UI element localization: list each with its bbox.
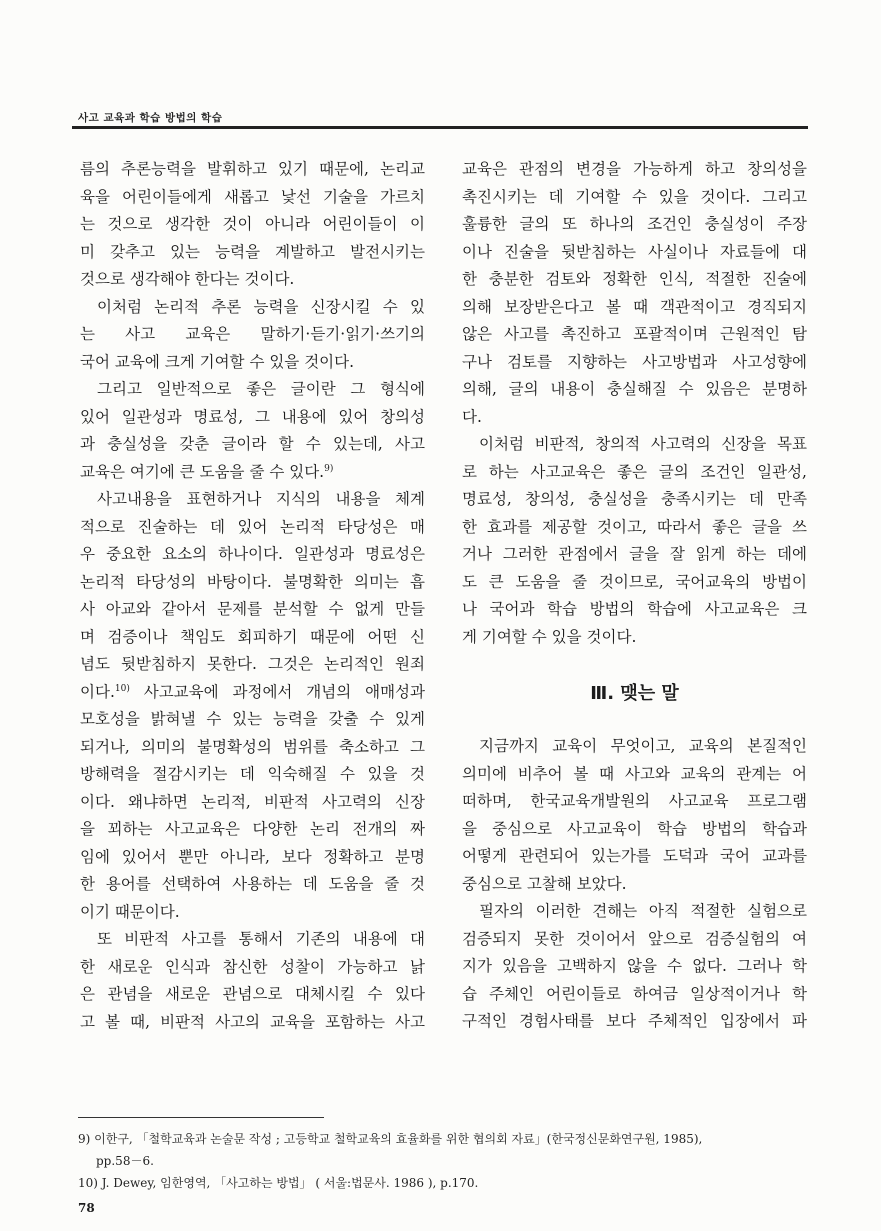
- line-text: 지가 있음을 고백하지 않을 수 없다. 그러나 학: [462, 957, 807, 975]
- line-text: 의해 보장받은다고 볼 때 객관적이고 경직되지: [462, 297, 807, 316]
- line-text: 적으로 진술하는 데 있어 논리적 타당성은 매: [80, 517, 425, 536]
- footnote-marker: 9): [324, 463, 334, 474]
- line-text: 름의 추론능력을 발휘하고 있기 때문에, 논리교: [80, 160, 425, 178]
- header-rule: [72, 126, 808, 129]
- text-line: [462, 541, 807, 569]
- text-line: [80, 156, 425, 184]
- line-text: 이나 진술을 뒷받침하는 사실이나 자료들에 대: [462, 242, 807, 261]
- text-line: [462, 294, 807, 322]
- text-line: [462, 733, 807, 761]
- line-text: 것으로 생각해야 한다는 것이다.: [80, 270, 295, 288]
- text-line: [80, 404, 425, 432]
- line-text: 훌륭한 글의 또 하나의 조건인 충실성이 주장: [462, 215, 807, 233]
- line-text: 교육은 여기에 큰 도움을 줄 수 있다.: [80, 462, 325, 481]
- text-line: [462, 1008, 807, 1036]
- page-number: 78: [78, 1201, 95, 1215]
- text-line: [80, 239, 425, 267]
- text-line: [462, 459, 807, 487]
- right-column-top-paragraphs: [462, 156, 807, 651]
- text-line: [80, 954, 425, 982]
- text-line: [80, 624, 425, 652]
- line-text: 을 꾀하는 사고교육은 다양한 논리 전개의 짜: [80, 820, 425, 838]
- text-line: [80, 899, 425, 927]
- line-text: 다.: [462, 407, 482, 426]
- line-text: 구적인 경험사태를 보다 주체적인 입장에서 파: [462, 1012, 807, 1030]
- text-line: [80, 596, 425, 624]
- left-column: [80, 156, 425, 1036]
- text-line: [80, 926, 425, 954]
- text-line: [80, 266, 425, 294]
- text-line: [462, 404, 807, 432]
- line-text: 떠하며, 한국교육개발원의 사고교육 프로그램: [462, 792, 807, 810]
- text-line: [80, 844, 425, 872]
- line-text: 모호성을 밝혀낼 수 있는 능력을 갖출 수 있게: [80, 710, 425, 728]
- text-line: [80, 981, 425, 1009]
- text-line: [462, 184, 807, 212]
- text-line: [80, 541, 425, 569]
- text-line: [462, 624, 807, 652]
- line-text: 이처럼 논리적 추론 능력을 신장시킬 수 있: [97, 297, 425, 316]
- text-line: [462, 239, 807, 267]
- text-line: [80, 1009, 425, 1037]
- line-text: 또 비판적 사고를 통해서 기존의 내용에 대: [97, 930, 425, 948]
- text-line: [80, 459, 425, 487]
- line-text: 방해력을 절감시키는 데 익숙해질 수 있을 것: [80, 765, 425, 783]
- right-column-bottom-paragraphs: [462, 733, 807, 1036]
- text-line: [80, 569, 425, 597]
- line-text: 고 볼 때, 비판적 사고의 교육을 포함하는 사고: [80, 1012, 425, 1031]
- line-text: 그리고 일반적으로 좋은 글이란 그 형식에: [97, 380, 425, 398]
- line-text: 한 충분한 검토와 정확한 인식, 적절한 진술에: [462, 270, 807, 288]
- line-text: 한 새로운 인식과 참신한 성찰이 가능하고 낡: [80, 957, 425, 976]
- line-text: 이기 때문이다.: [80, 902, 180, 921]
- line-text: 필자의 이러한 견해는 아직 적절한 실험으로: [479, 902, 807, 920]
- text-line: [80, 789, 425, 817]
- line-text: 한 효과를 제공할 것이고, 따라서 좋은 글을 쓰: [462, 517, 807, 536]
- line-text-after-marker: 사고교육에 과정에서 개념의 애매성과: [129, 682, 425, 701]
- text-line: [80, 184, 425, 212]
- text-line: [462, 431, 807, 459]
- footnote-9-continuation: pp.58－6.: [96, 1154, 154, 1168]
- text-line: [80, 706, 425, 734]
- text-line: [462, 953, 807, 981]
- running-head: 사고 교육과 학습 방법의 학습: [78, 112, 223, 124]
- line-text: 나 국어과 학습 방법의 학습에 사고교육은 크: [462, 600, 807, 618]
- text-line: [462, 981, 807, 1009]
- line-text: 논리적 타당성의 바탕이다. 불명확한 의미는 흡: [80, 572, 425, 591]
- line-text: 이처럼 비판적, 창의적 사고력의 신장을 목표: [479, 435, 807, 453]
- text-line: [80, 679, 425, 707]
- line-text: 의해, 글의 내용이 충실해질 수 있음은 분명하: [462, 380, 807, 398]
- footnote-marker: 10): [114, 683, 130, 694]
- line-text: 과 충실성을 갖춘 글이라 할 수 있는데, 사고: [80, 435, 425, 453]
- text-line: [80, 431, 425, 459]
- text-line: [462, 266, 807, 294]
- line-text: 않은 사고를 촉진하고 포괄적이며 근원적인 탐: [462, 325, 807, 343]
- text-line: [80, 651, 425, 679]
- footnotes: [78, 1128, 808, 1194]
- line-text: 사 아교와 같아서 문제를 분석할 수 없게 만들: [80, 600, 425, 618]
- line-text: 육을 어린이들에게 새롭고 낯선 기술을 가르치: [80, 187, 425, 206]
- text-line: [462, 514, 807, 542]
- line-text: 어떻게 관련되어 있는가를 도덕과 국어 교과를: [462, 847, 807, 865]
- text-line: [80, 349, 425, 377]
- text-line: [80, 734, 425, 762]
- text-line: [462, 816, 807, 844]
- line-text: 지금까지 교육이 무엇이고, 교육의 본질적인: [479, 737, 807, 755]
- text-line: [462, 843, 807, 871]
- line-text: 국어 교육에 크게 기여할 수 있을 것이다.: [80, 352, 355, 371]
- line-text: 이다. 왜냐하면 논리적, 비판적 사고력의 신장: [80, 792, 425, 811]
- text-line: [462, 871, 807, 899]
- text-line: [462, 569, 807, 597]
- line-text: 우 중요한 요소의 하나이다. 일관성과 명료성은: [80, 545, 425, 563]
- line-text: 로 하는 사고교육은 좋은 글의 조건인 일관성,: [462, 462, 807, 481]
- line-text: 이다.: [80, 682, 115, 701]
- text-line: [80, 321, 425, 349]
- line-text: 게 기여할 수 있을 것이다.: [462, 627, 637, 646]
- footnote-9: 9) 이한구, 「철학교육과 논술문 작성 ; 고등학교 철학교육의 효율화를 위한 협의회 자료」(한국정신문화연구원, 1985),: [78, 1132, 703, 1146]
- text-line: [462, 596, 807, 624]
- line-text: 미 갖추고 있는 능력을 계발하고 발전시키는: [80, 242, 425, 261]
- line-text: 사고내용을 표현하거나 지식의 내용을 체계: [97, 490, 425, 508]
- line-text: 념도 뒷받침하지 못한다. 그것은 논리적인 원죄: [80, 655, 425, 673]
- line-text: 는 것으로 생각한 것이 아니라 어린이들이 이: [80, 215, 425, 233]
- section-heading: Ⅲ. 맺는 말: [590, 683, 679, 704]
- line-text: 임에 있어서 뿐만 아니라, 보다 정확하고 분명: [80, 847, 425, 866]
- line-text: 며 검증이나 책임도 회피하기 때문에 어떤 신: [80, 627, 425, 646]
- text-line: [462, 321, 807, 349]
- line-text: 명료성, 창의성, 충실성을 충족시키는 데 만족: [462, 490, 807, 508]
- line-text: 의미에 비추어 볼 때 사고와 교육의 관계는 어: [462, 764, 807, 783]
- text-line: [462, 761, 807, 789]
- line-text: 있어 일관성과 명료성, 그 내용에 있어 창의성: [80, 407, 425, 426]
- line-text: 을 중심으로 사고교육이 학습 방법의 학습과: [462, 819, 807, 838]
- footnote-10: 10) J. Dewey, 임한영역, 「사고하는 방법」 ( 서울:법문사. 1986 ), p.170.: [78, 1176, 479, 1190]
- text-line: [80, 514, 425, 542]
- text-line: [462, 349, 807, 377]
- text-line: [80, 486, 425, 514]
- text-line: [462, 486, 807, 514]
- text-line: [80, 376, 425, 404]
- footnote-rule: [78, 1117, 324, 1118]
- text-line: [462, 788, 807, 816]
- text-line: [462, 376, 807, 404]
- line-text: 한 용어를 선택하여 사용하는 데 도움을 줄 것: [80, 875, 425, 893]
- line-text: 은 관념을 새로운 관념으로 대체시킬 수 있다: [80, 985, 425, 1003]
- line-text: 검증되지 못한 것이어서 앞으로 검증실험의 여: [462, 929, 807, 948]
- text-line: [80, 294, 425, 322]
- line-text: 도 큰 도움을 줄 것이므로, 국어교육의 방법이: [462, 572, 807, 591]
- line-text: 는 사고 교육은 말하기·듣기·읽기·쓰기의: [80, 325, 425, 343]
- text-line: [80, 211, 425, 239]
- line-text: 거나 그러한 관점에서 글을 잘 읽게 하는 데에: [462, 545, 807, 563]
- line-text: 습 주체인 어린이들로 하여금 일상적이거나 학: [462, 984, 807, 1003]
- text-line: [462, 898, 807, 926]
- line-text: 중심으로 고찰해 보았다.: [462, 874, 627, 893]
- line-text: 되거나, 의미의 불명확성의 범위를 축소하고 그: [80, 737, 425, 756]
- text-line: [80, 871, 425, 899]
- line-text: 구나 검토를 지향하는 사고방법과 사고성향에: [462, 352, 807, 371]
- text-line: [80, 816, 425, 844]
- text-line: [462, 211, 807, 239]
- text-line: [462, 156, 807, 184]
- right-column: [462, 156, 807, 1036]
- line-text: 교육은 관점의 변경을 가능하게 하고 창의성을: [462, 160, 807, 178]
- text-line: [80, 761, 425, 789]
- line-text: 촉진시키는 데 기여할 수 있을 것이다. 그리고: [462, 187, 807, 206]
- text-line: [462, 926, 807, 954]
